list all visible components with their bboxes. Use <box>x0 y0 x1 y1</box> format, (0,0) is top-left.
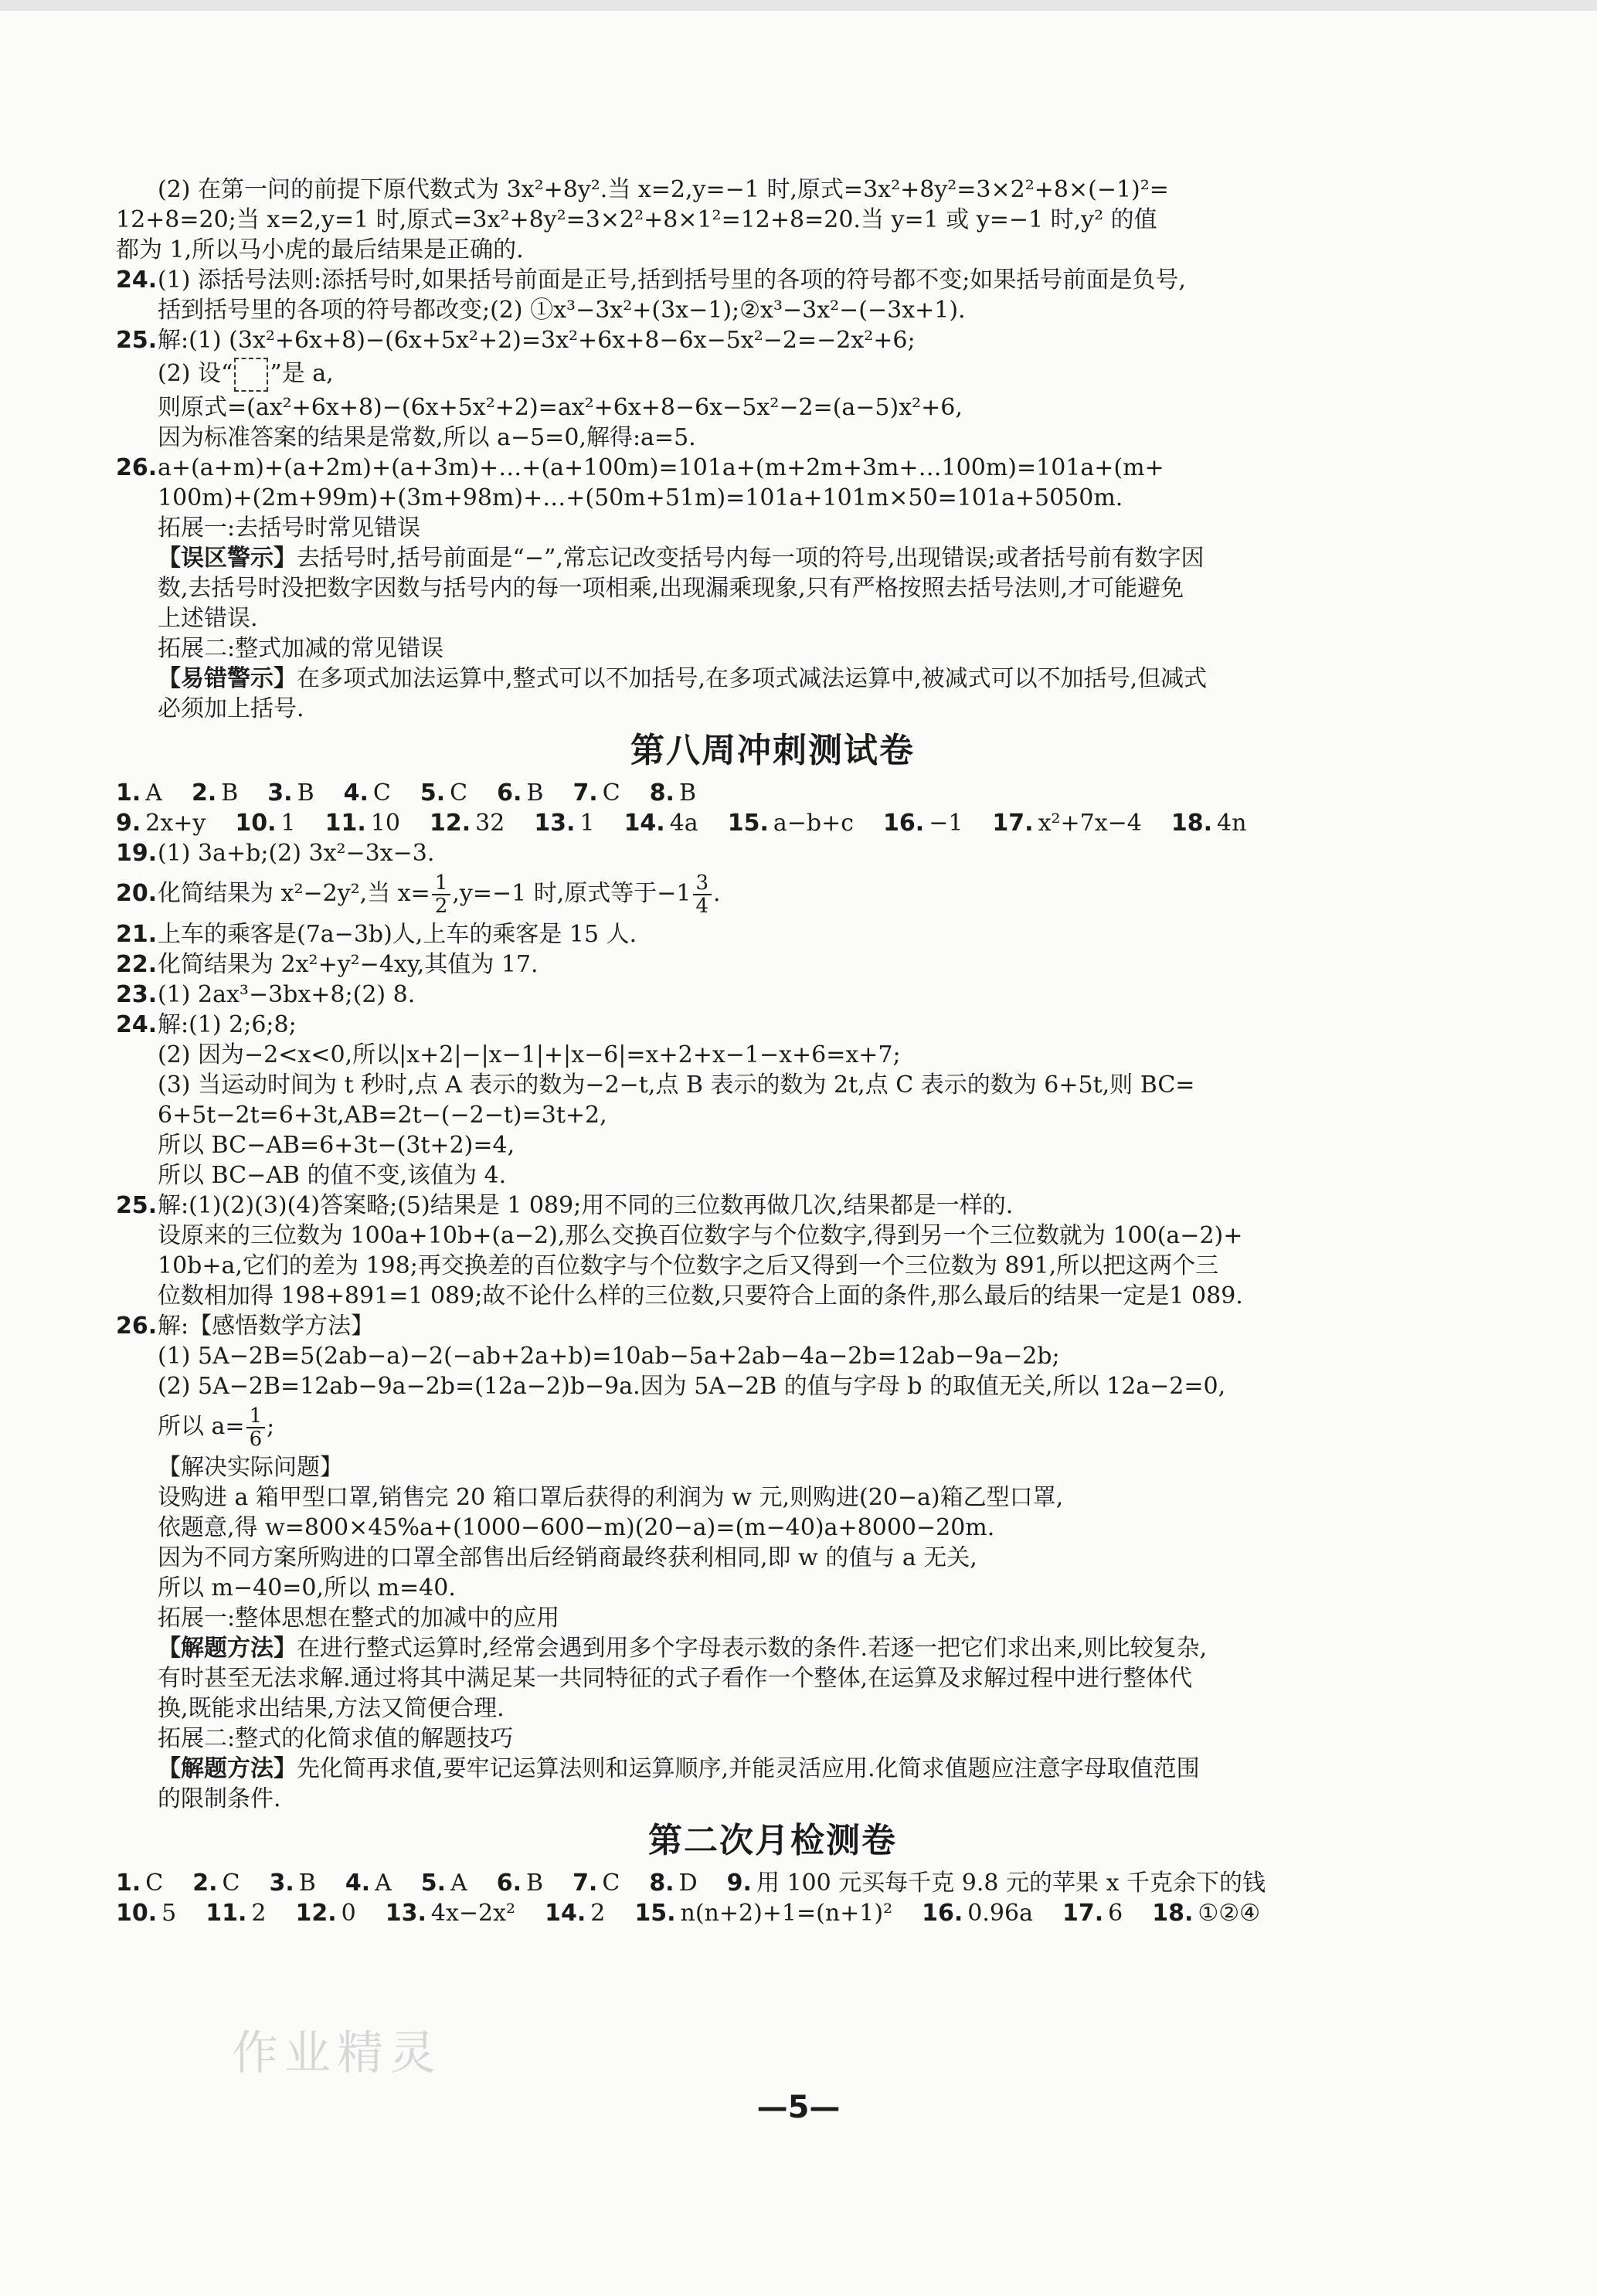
answer-item <box>345 1870 392 1897</box>
answer-item <box>1171 810 1247 837</box>
answer-value: C <box>145 1870 164 1897</box>
answer-item <box>649 1870 697 1897</box>
answer-item <box>992 810 1141 837</box>
answer-item <box>116 810 206 837</box>
text-line: 因为不同方案所购进的口罩全部售出后经销商最终获利相同,即 w 的值与 a 无关, <box>158 1544 977 1571</box>
warning-tag: 【易错警示】 <box>158 665 297 692</box>
page-number: —5— <box>756 2090 841 2125</box>
question-number: 15. <box>634 1900 676 1927</box>
answer-item <box>497 779 543 807</box>
question-number: 15. <box>727 810 769 837</box>
text-fragment: (1) 2ax³−3bx+8;(2) 8. <box>158 981 416 1008</box>
question-number: 10. <box>116 1900 158 1927</box>
watermark-logo: 作业精灵 <box>232 2026 442 2080</box>
text-fragment: 所以 a= <box>158 1413 245 1440</box>
scan-top-edge <box>0 0 1597 11</box>
question-number: 4. <box>343 779 369 807</box>
text-line: 100m)+(2m+99m)+(3m+98m)+…+(50m+51m)=101a+101m×50=101a+5050m. <box>158 484 1123 511</box>
answer-item <box>727 1870 1266 1897</box>
section-title: 第八周冲刺测试卷 <box>630 731 915 770</box>
answer-value: 0.96a <box>967 1900 1033 1927</box>
question-number: 20. <box>116 880 158 907</box>
answer-item <box>728 810 854 837</box>
answer-value: B <box>221 779 239 807</box>
answer-value: 4x−2x² <box>430 1900 516 1927</box>
question-23 <box>116 980 1429 1010</box>
answer-value: 2x+y <box>145 810 206 837</box>
question-25 <box>116 1190 1429 1221</box>
text-line: 10b+a,它们的差为 198;再交换差的百位数字与个位数字之后又得到一个三位数为 891,所以把这两个三 <box>158 1252 1219 1279</box>
answer-item <box>296 1900 356 1927</box>
answer-value: 1 <box>579 810 595 837</box>
extension-heading: 拓展二:整式的化简求值的解题技巧 <box>158 1725 514 1752</box>
answer-value: a−b+c <box>773 810 855 837</box>
text-line: 12+8=20;当 x=2,y=1 时,原式=3x²+8y²=3×2²+8×1²=12+8=20.当 y=1 或 y=−1 时,y² 的值 <box>116 206 1157 233</box>
answer-item <box>116 1870 163 1897</box>
fraction-denominator: 4 <box>695 895 709 918</box>
text-line: a+(a+m)+(a+2m)+(a+3m)+…+(a+100m)=101a+(m+2m+3m+…100m)=101a+(m+ <box>158 454 1164 481</box>
answer-page <box>116 175 1429 1928</box>
answer-item <box>270 1870 316 1897</box>
text-line: 所以 BC−AB=6+3t−(3t+2)=4, <box>158 1132 515 1159</box>
choice-answers-row <box>116 1868 1429 1898</box>
text-line: 解:(1) (3x²+6x+8)−(6x+5x²+2)=3x²+6x+8−6x−5x²−2=−2x²+6; <box>158 327 916 354</box>
answer-item <box>267 779 314 807</box>
question-number: 7. <box>573 1870 598 1897</box>
text-fragment: 去括号时,括号前面是“−”,常忘记改变括号内每一项的符号,出现错误;或者括号前有数字因 <box>297 545 1205 572</box>
question-number: 18. <box>1171 810 1213 837</box>
answer-item <box>883 810 963 837</box>
answer-value: B <box>526 779 544 807</box>
fill-answers-row <box>116 808 1429 838</box>
text-line <box>116 1401 1429 1452</box>
answer-value: 10 <box>370 810 400 837</box>
text-line: (1) 5A−2B=5(2ab−a)−2(−ab+2a+b)=10ab−5a+2ab−4a−2b=12ab−9a−2b; <box>158 1343 1060 1370</box>
text-line: 括到括号里的各项的符号都改变;(2) ①x³−3x²+(3x−1);②x³−3x²−(−3x+1). <box>158 297 966 324</box>
text-fragment: 在多项式加法运算中,整式可以不加括号,在多项式减法运算中,被减式可以不加括号,但减式 <box>297 665 1208 692</box>
method-tag: 【解题方法】 <box>158 1755 297 1782</box>
fraction-numerator: 1 <box>246 1405 266 1428</box>
answer-item <box>573 779 620 807</box>
answer-value: 5 <box>161 1900 177 1927</box>
answer-item <box>344 779 391 807</box>
dashed-placeholder-box <box>234 358 268 392</box>
text-fragment: ; <box>267 1413 275 1440</box>
text-fragment: (1) 3a+b;(2) 3x²−3x−3. <box>158 840 435 867</box>
answer-value: 4a <box>669 810 698 837</box>
question-number: 25. <box>116 327 158 354</box>
choice-answers-row <box>116 778 1429 808</box>
answer-value: 1 <box>280 810 296 837</box>
text-line <box>116 355 1429 392</box>
text-fragment: 解:(1) 2;6;8; <box>158 1011 297 1038</box>
fill-answers-row <box>116 1898 1429 1928</box>
question-number: 11. <box>324 810 366 837</box>
question-number: 8. <box>649 1870 674 1897</box>
fraction-denominator: 2 <box>434 895 448 918</box>
question-number: 9. <box>116 810 141 837</box>
answer-value: C <box>602 1870 620 1897</box>
answer-value: 用 100 元买每千克 9.8 元的苹果 x 千克余下的钱 <box>756 1870 1266 1897</box>
question-number: 6. <box>497 779 522 807</box>
text-line: (1) 添括号法则:添括号时,如果括号前面是正号,括到括号里的各项的符号都不变;如果括号前面是负号, <box>158 267 1186 294</box>
text-fragment: . <box>713 880 721 907</box>
answer-item <box>325 810 400 837</box>
question-25 <box>116 325 1429 355</box>
text-fragment: 先化简再求值,要牢记运算法则和运算顺序,并能灵活应用.化简求值题应注意字母取值范围 <box>297 1755 1200 1782</box>
answer-item <box>192 1870 240 1897</box>
question-number: 25. <box>116 1192 158 1219</box>
answer-value: n(n+2)+1=(n+1)² <box>680 1900 893 1927</box>
question-number: 12. <box>429 810 471 837</box>
text-line: (2) 在第一问的前提下原代数式为 3x²+8y².当 x=2,y=−1 时,原式=3x²+8y²=3×2²+8×(−1)²= <box>158 176 1169 203</box>
answer-item <box>922 1900 1033 1927</box>
question-number: 17. <box>992 810 1034 837</box>
text-fragment: 化简结果为 2x²+y²−4xy,其值为 17. <box>158 951 539 978</box>
answer-value: A <box>145 779 162 807</box>
answer-value: B <box>298 1870 316 1897</box>
answer-item <box>192 779 238 807</box>
answer-value: D <box>678 1870 698 1897</box>
text-line: (2) 5A−2B=12ab−9a−2b=(12a−2)b−9a.因为 5A−2B 的值与字母 b 的取值无关,所以 12a−2=0, <box>158 1373 1226 1400</box>
fraction <box>432 872 451 917</box>
text-line: 有时甚至无法求解.通过将其中满足某一共同特征的式子看作一个整体,在运算及求解过程中进行整体代 <box>158 1665 1193 1692</box>
question-number: 2. <box>191 779 217 807</box>
text-line: 设购进 a 箱甲型口罩,销售完 20 箱口罩后获得的利润为 w 元,则购进(20−a)箱乙型口罩, <box>158 1484 1064 1511</box>
fraction <box>246 1405 266 1450</box>
question-number: 21. <box>116 921 158 948</box>
warning-tag: 【误区警示】 <box>158 545 297 572</box>
warning-line <box>116 543 1429 573</box>
answer-item <box>573 1870 620 1897</box>
answer-value: C <box>602 779 620 807</box>
question-24 <box>116 265 1429 295</box>
text-line: 数,去括号时没把数字因数与括号内的每一项相乘,出现漏乘现象,只有严格按照去括号法则,才可能避免 <box>158 575 1184 602</box>
answer-value: B <box>678 779 697 807</box>
question-number: 24. <box>116 267 158 294</box>
question-number: 5. <box>420 779 446 807</box>
fraction-numerator: 1 <box>432 872 451 895</box>
question-number: 9. <box>726 1870 752 1897</box>
answer-item <box>545 1900 605 1927</box>
text-fragment: 在进行整式运算时,经常会遇到用多个字母表示数的条件.若逐一把它们求出来,则比较复杂, <box>297 1635 1208 1662</box>
answer-value: ①②④ <box>1198 1900 1261 1927</box>
question-21 <box>116 919 1429 949</box>
method-line <box>116 1633 1429 1663</box>
answer-value: 32 <box>475 810 505 837</box>
question-number: 1. <box>116 779 141 807</box>
question-number: 13. <box>534 810 576 837</box>
text-fragment: 解:(1)(2)(3)(4)答案略;(5)结果是 1 089;用不同的三位数再做几次,结果都是一样的. <box>158 1192 1014 1219</box>
question-number: 5. <box>420 1870 447 1897</box>
answer-item <box>421 1870 467 1897</box>
question-number: 19. <box>116 840 158 867</box>
question-number: 23. <box>116 981 158 1008</box>
answer-value: 2 <box>590 1900 606 1927</box>
extension-heading: 拓展一:去括号时常见错误 <box>158 515 421 542</box>
answer-value: C <box>450 779 468 807</box>
answer-value: x²+7x−4 <box>1038 810 1142 837</box>
answer-item <box>650 779 696 807</box>
text-fragment: 上车的乘客是(7a−3b)人,上车的乘客是 15 人. <box>158 921 637 948</box>
question-number: 11. <box>206 1900 247 1927</box>
text-fragment: 化简结果为 x²−2y²,当 x= <box>158 880 430 907</box>
question-number: 2. <box>192 1870 218 1897</box>
answer-item <box>206 1900 266 1927</box>
question-26 <box>116 453 1429 483</box>
question-number: 1. <box>116 1870 141 1897</box>
text-line: 必须加上括号. <box>158 695 304 722</box>
text-line: 的限制条件. <box>158 1785 281 1812</box>
text-line: (2) 因为−2<x<0,所以|x+2|−|x−1|+|x−6|=x+2+x−1−x+6=x+7; <box>158 1041 901 1068</box>
answer-value: 0 <box>341 1900 356 1927</box>
answer-item <box>420 779 467 807</box>
question-number: 14. <box>545 1900 586 1927</box>
answer-item <box>386 1900 515 1927</box>
text-fragment: 解:【感悟数学方法】 <box>158 1313 375 1340</box>
question-number: 7. <box>573 779 598 807</box>
text-line: (3) 当运动时间为 t 秒时,点 A 表示的数为−2−t,点 B 表示的数为 2t,点 C 表示的数为 6+5t,则 BC= <box>158 1072 1195 1099</box>
question-19 <box>116 838 1429 868</box>
question-number: 6. <box>496 1870 522 1897</box>
text-line: 依题意,得 w=800×45%a+(1000−600−m)(20−a)=(m−40)a+8000−20m. <box>158 1514 995 1541</box>
answer-item <box>116 1900 176 1927</box>
extension-heading: 拓展一:整体思想在整式的加减中的应用 <box>158 1605 560 1632</box>
fraction <box>693 872 712 917</box>
question-number: 26. <box>116 1313 158 1340</box>
question-number: 14. <box>624 810 665 837</box>
text-fragment: ,y=−1 时,原式等于−1 <box>452 880 691 907</box>
answer-value: −1 <box>929 810 963 837</box>
answer-item <box>497 1870 543 1897</box>
text-fragment: ”是 a, <box>270 360 334 387</box>
text-line: 所以 BC−AB 的值不变,该值为 4. <box>158 1162 507 1189</box>
text-fragment: (2) 设“ <box>158 360 233 387</box>
question-number: 24. <box>116 1011 158 1038</box>
answer-item <box>534 810 594 837</box>
fraction-denominator: 6 <box>249 1428 263 1451</box>
question-number: 17. <box>1062 1900 1104 1927</box>
question-26 <box>116 1311 1429 1341</box>
question-24 <box>116 1010 1429 1040</box>
answer-item <box>116 779 162 807</box>
question-number: 8. <box>649 779 674 807</box>
method-line <box>116 1754 1429 1784</box>
answer-item <box>430 810 505 837</box>
text-line: 则原式=(ax²+6x+8)−(6x+5x²+2)=ax²+6x+8−6x−5x²−2=(a−5)x²+6, <box>158 394 963 421</box>
answer-value: C <box>222 1870 240 1897</box>
question-number: 26. <box>116 454 158 481</box>
text-line: 【解决实际问题】 <box>158 1454 343 1481</box>
answer-value: 4n <box>1217 810 1247 837</box>
method-tag: 【解题方法】 <box>158 1635 297 1662</box>
answer-value: 6 <box>1108 1900 1123 1927</box>
text-line: 上述错误. <box>158 605 258 632</box>
text-line: 换,既能求出结果,方法又简便合理. <box>158 1695 505 1722</box>
answer-item <box>1062 1900 1123 1927</box>
answer-item <box>235 810 295 837</box>
text-line: 位数相加得 198+891=1 089;故不论什么样的三位数,只要符合上面的条件,那么最后的结果一定是1 089. <box>158 1282 1243 1309</box>
text-line: 因为标准答案的结果是常数,所以 a−5=0,解得:a=5. <box>158 424 696 451</box>
answer-value: B <box>297 779 314 807</box>
question-number: 3. <box>267 779 293 807</box>
extension-heading: 拓展二:整式加减的常见错误 <box>158 635 444 662</box>
question-number: 10. <box>235 810 277 837</box>
answer-value: A <box>375 1870 392 1897</box>
question-number: 4. <box>345 1870 371 1897</box>
question-number: 22. <box>116 951 158 978</box>
answer-item <box>624 810 698 837</box>
text-line: 所以 m−40=0,所以 m=40. <box>158 1574 456 1601</box>
text-line: 6+5t−2t=6+3t,AB=2t−(−2−t)=3t+2, <box>158 1102 607 1129</box>
question-number: 16. <box>883 810 925 837</box>
question-number: 18. <box>1152 1900 1194 1927</box>
fraction-numerator: 3 <box>693 872 712 895</box>
question-number: 13. <box>385 1900 426 1927</box>
warning-line <box>116 664 1429 694</box>
question-number: 3. <box>269 1870 294 1897</box>
question-20 <box>116 868 1429 919</box>
question-number: 16. <box>922 1900 963 1927</box>
text-line: 都为 1,所以马小虎的最后结果是正确的. <box>116 236 524 263</box>
section-title: 第二次月检测卷 <box>648 1821 897 1860</box>
answer-value: C <box>372 779 391 807</box>
answer-value: B <box>526 1870 544 1897</box>
text-line: 设原来的三位数为 100a+10b+(a−2),那么交换百位数字与个位数字,得到另一个三位数就为 100(a−2)+ <box>158 1222 1243 1249</box>
answer-item <box>1152 1900 1260 1927</box>
question-number: 12. <box>295 1900 337 1927</box>
answer-value: 2 <box>251 1900 267 1927</box>
answer-item <box>634 1900 892 1927</box>
question-22 <box>116 949 1429 980</box>
answer-value: A <box>450 1870 467 1897</box>
